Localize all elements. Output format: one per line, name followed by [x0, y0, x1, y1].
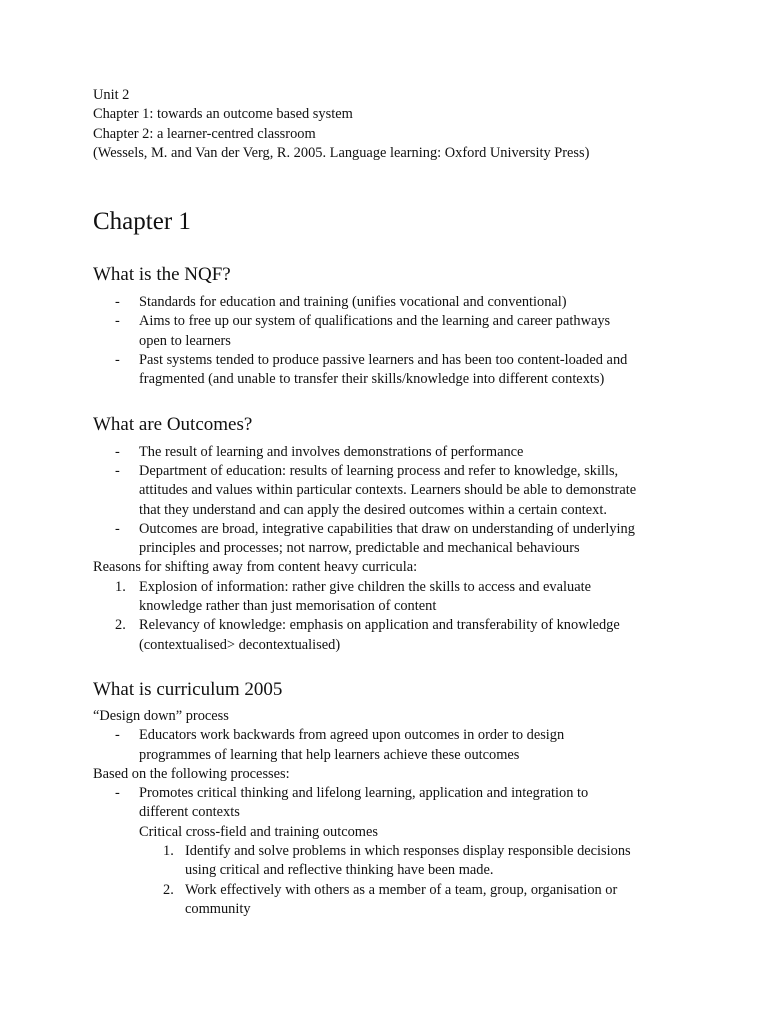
list-line: fragmented (and unable to transfer their skills/knowledge into different contexts) [139, 371, 605, 388]
nqf-list [93, 293, 693, 389]
dash-marker: - [115, 462, 120, 479]
list-line: (contextualised> decontextualised) [139, 636, 341, 653]
dash-marker: - [115, 785, 120, 802]
list-item [93, 726, 693, 765]
list-item [93, 616, 693, 655]
list-line: using critical and reflective thinking have been made. [185, 862, 494, 879]
list-line: Promotes critical thinking and lifelong learning, application and integration to [139, 785, 589, 802]
reasons-list [93, 578, 693, 655]
list-item [93, 784, 693, 823]
list-item [93, 842, 693, 881]
list-line: open to learners [139, 332, 231, 349]
list-line: The result of learning and involves demonstrations of performance [139, 443, 524, 460]
dash-marker: - [115, 443, 120, 460]
citation: (Wessels, M. and Van der Verg, R. 2005. Language learning: Oxford University Press) [93, 144, 590, 161]
chapter1-title-line: Chapter 1: towards an outcome based system [93, 106, 353, 123]
list-item [93, 520, 693, 559]
list-item [93, 443, 693, 462]
dash-marker: - [115, 294, 120, 311]
number-marker: 1. [115, 578, 126, 595]
list-line: Aims to free up our system of qualifications and the learning and career pathways [139, 313, 611, 330]
dash-marker: - [115, 520, 120, 537]
list-line: Past systems tended to produce passive learners and has been too content-loaded and [139, 352, 628, 369]
list-line: Relevancy of knowledge: emphasis on application and transferability of knowledge [139, 617, 620, 634]
number-marker: 1. [163, 843, 174, 860]
list-line: Explosion of information: rather give children the skills to access and evaluate [139, 578, 591, 595]
reasons-intro: Reasons for shifting away from content heavy curricula: [93, 559, 418, 576]
process-list [93, 784, 693, 823]
chapter-heading: Chapter 1 [93, 208, 191, 236]
list-line: Standards for education and training (unifies vocational and conventional) [139, 294, 567, 311]
list-line: Work effectively with others as a member of a team, group, organisation or [185, 881, 618, 898]
dash-marker: - [115, 313, 120, 330]
design-list [93, 726, 693, 765]
list-item [93, 293, 693, 312]
based-on-label: Based on the following processes: [93, 765, 290, 782]
list-line: that they understand and can apply the desired outcomes within a certain context. [139, 501, 607, 518]
list-line: Outcomes are broad, integrative capabilities that draw on understanding of underlying [139, 520, 635, 537]
list-line: principles and processes; not narrow, predictable and mechanical behaviours [139, 540, 580, 557]
dash-marker: - [115, 727, 120, 744]
outcomes-list [93, 443, 693, 559]
list-line: Educators work backwards from agreed upon outcomes in order to design [139, 727, 565, 744]
number-marker: 2. [115, 617, 126, 634]
nqf-heading: What is the NQF? [93, 264, 231, 286]
dash-marker: - [115, 352, 120, 369]
list-line: knowledge rather than just memorisation of content [139, 598, 437, 615]
list-line: community [185, 900, 251, 917]
list-item [93, 351, 693, 390]
document-content [93, 86, 693, 919]
outcomes-heading: What are Outcomes? [93, 413, 253, 435]
design-down-label: “Design down” process [93, 707, 229, 724]
list-line: Department of education: results of learning process and refer to knowledge, skills, [139, 462, 619, 479]
critical-outcomes-label: Critical cross-field and training outcomes [139, 823, 378, 840]
chapter2-title-line: Chapter 2: a learner-centred classroom [93, 125, 316, 142]
number-marker: 2. [163, 881, 174, 898]
list-item [93, 312, 693, 351]
list-line: different contexts [139, 804, 240, 821]
unit-label: Unit 2 [93, 87, 130, 103]
list-item [93, 578, 693, 617]
critical-outcomes-list [93, 842, 693, 919]
list-line: attitudes and values within particular contexts. Learners should be able to demonstrate [139, 482, 637, 499]
list-line: programmes of learning that help learners achieve these outcomes [139, 746, 520, 763]
list-line: Identify and solve problems in which responses display responsible decisions [185, 843, 631, 860]
curriculum-heading: What is curriculum 2005 [93, 678, 283, 700]
list-item [93, 462, 693, 520]
list-item [93, 881, 693, 920]
